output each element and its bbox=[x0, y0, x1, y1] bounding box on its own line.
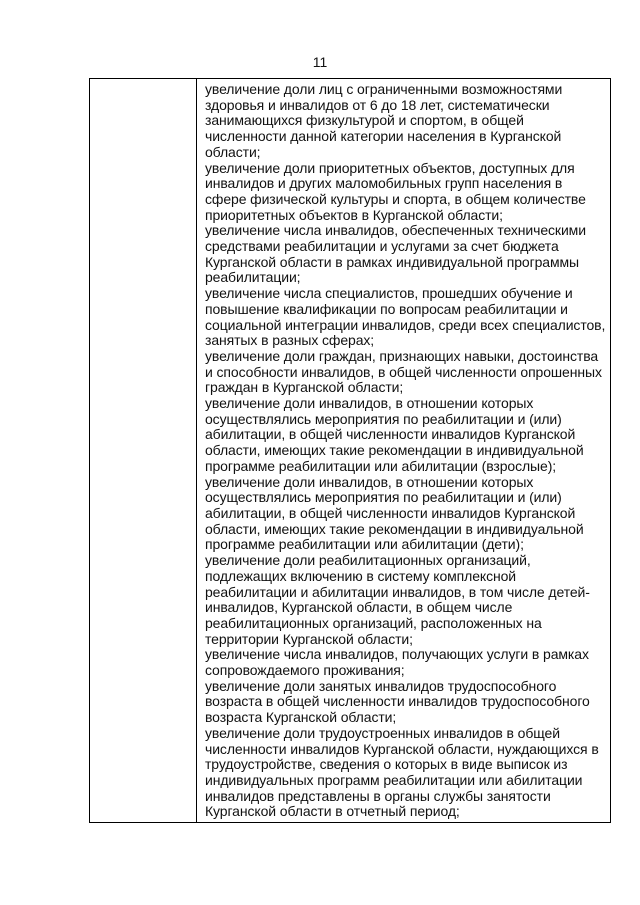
indicator-item: увеличение доли занятых инвалидов трудоспособного возраста в общей численности инвалидов трудоспособного возраста Курганской области; bbox=[205, 677, 590, 726]
indicator-item: увеличение числа инвалидов, получающих услуги в рамках сопровождаемого проживания; bbox=[205, 646, 589, 679]
indicator-item: увеличение доли приоритетных объектов, доступных для инвалидов и других маломобильных групп населения в сфере физической культуры и спорта, в общем количестве приоритетных объектов в Курганской области; bbox=[205, 159, 586, 223]
indicator-item: увеличение доли лиц с ограниченными возможностями здоровья и инвалидов от 6 до 18 лет, систематически занимающихся физкультурой и спортом, в общей численности данной категории населения в Курганской области; bbox=[205, 81, 563, 160]
indicator-item: увеличение доли граждан, признающих навыки, достоинства и способности инвалидов, в общей численности опрошенных граждан в Курганской области; bbox=[205, 347, 602, 396]
indicator-item: увеличение доли инвалидов, в отношении которых осуществлялись мероприятия по реабилитации и (или) абилитации, в общей численности инвалидов Курганской области, имеющих такие рекомендации в индивидуальной программе реабилитации или абилитации (взрослые); bbox=[205, 395, 584, 474]
indicator-item: увеличение числа инвалидов, обеспеченных техническими средствами реабилитации и услугами за счет бюджета Курганской области в рамках индивидуальной программы реабилитации; bbox=[205, 222, 586, 286]
page-number: 11 bbox=[312, 54, 328, 70]
indicator-item: увеличение числа специалистов, прошедших обучение и повышение квалификации по вопросам реабилитации и социальной интеграции инвалидов, среди всех специалистов, занятых в разных сферах; bbox=[205, 285, 606, 349]
table-row bbox=[90, 79, 611, 823]
indicator-item: увеличение доли реабилитационных организаций, подлежащих включению в систему комплексной реабилитации и абилитации инвалидов, в том числе детей-инвалидов, Курганской области, в общем числе реабилитационных организаций, расположенных на территории Курганской области; bbox=[205, 552, 590, 647]
indicator-item: увеличение доли инвалидов, в отношении которых осуществлялись мероприятия по реабилитации и (или) абилитации, в общей численности инвалидов Курганской области, имеющих такие рекомендации в индивидуальной программе реабилитации или абилитации (дети); bbox=[205, 473, 584, 553]
document-table bbox=[89, 78, 611, 823]
table-cell-left bbox=[90, 79, 197, 823]
table-cell-right bbox=[197, 79, 611, 823]
indicator-item: увеличение доли трудоустроенных инвалидов в общей численности инвалидов Курганской области, нуждающихся в трудоустройстве, сведения о которых в виде выписок из индивидуальных программ реабилитации или абилитации инвалидов представлены в органы службы занятости Курганской области в отчетный период; bbox=[205, 724, 599, 820]
